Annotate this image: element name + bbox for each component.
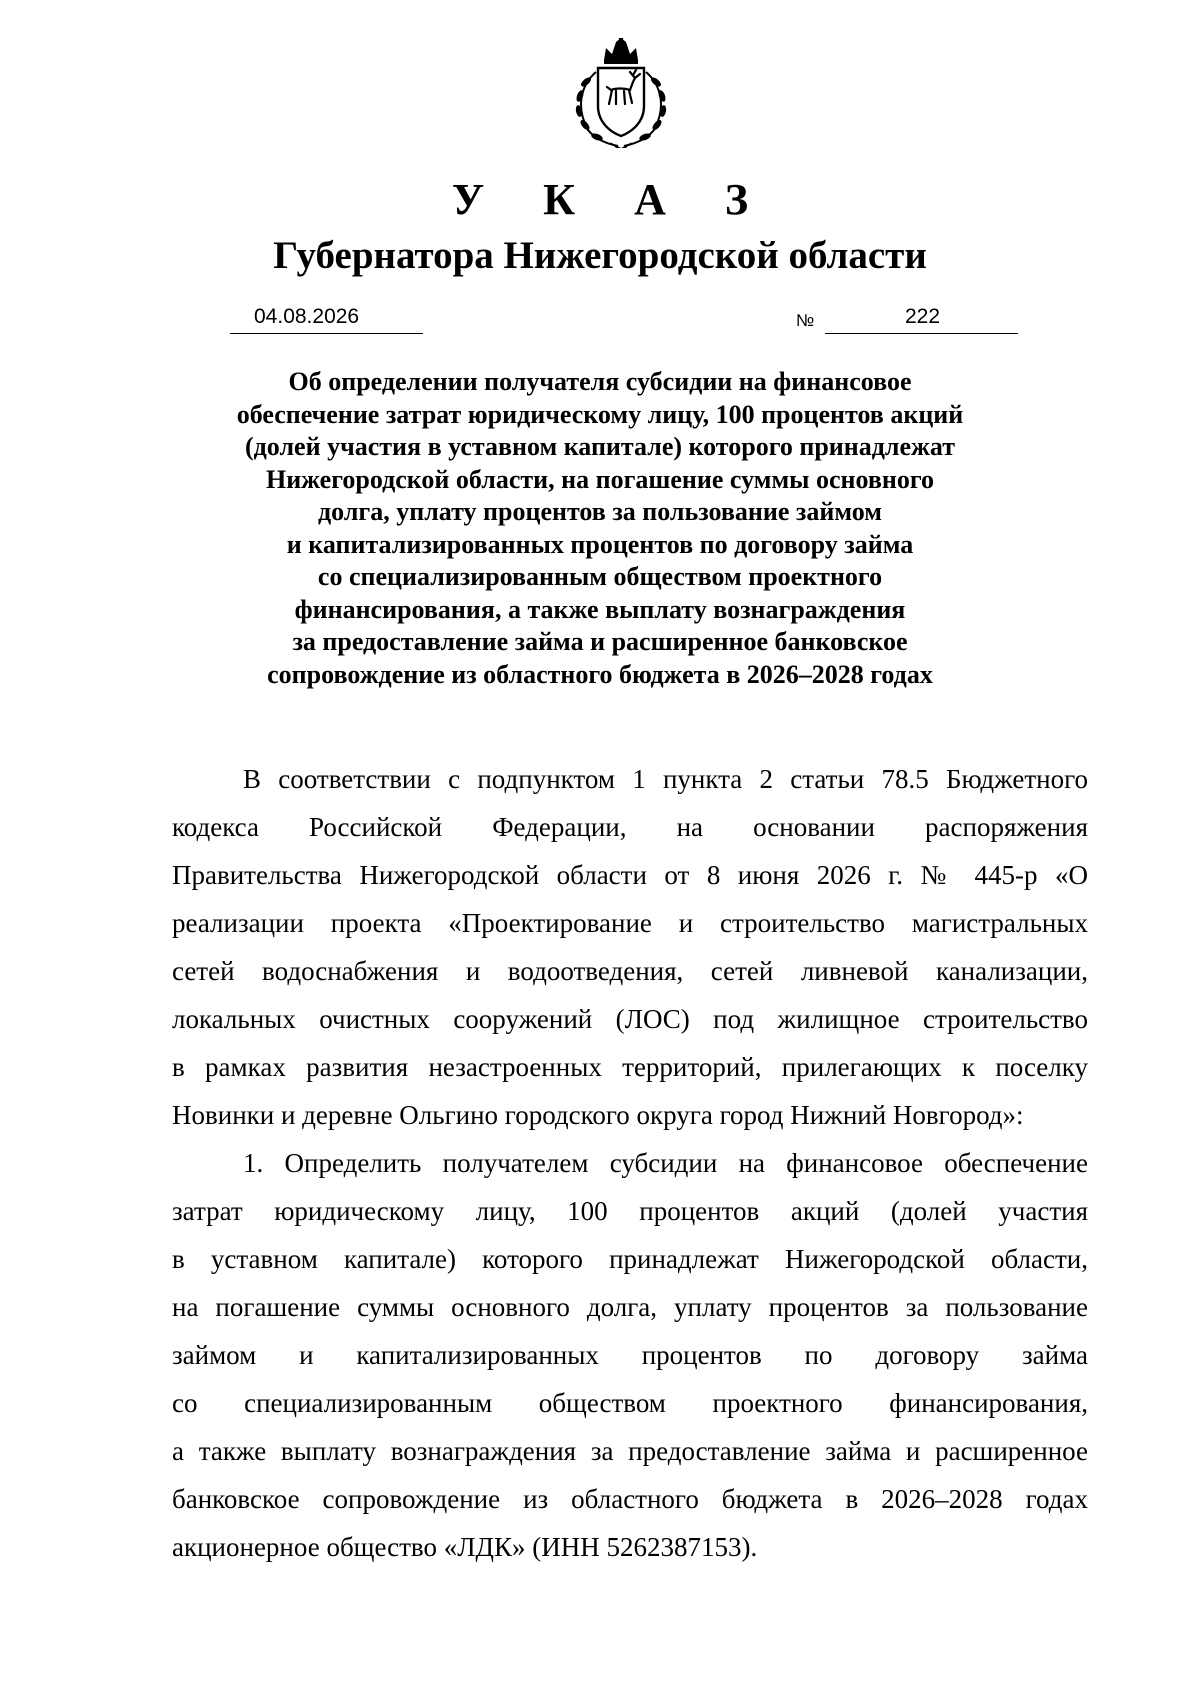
heading-line: Об определении получателя субсидии на финансовое	[288, 367, 912, 396]
body-line: банковское сопровождение из областного бюджета в 2026–2028 годах	[172, 1484, 1088, 1514]
heading-line: обеспечение затрат юридическому лицу, 100 процентов акций	[236, 399, 964, 429]
heading-line: (долей участия в уставном капитале) которого принадлежат	[245, 432, 955, 461]
decree-number: 222	[905, 305, 941, 328]
body-line: а также выплату вознаграждения за предоставление займа и расширенное	[172, 1436, 1088, 1466]
decree-date: 04.08.2026	[254, 305, 360, 328]
decree-number-field	[825, 303, 1018, 334]
body-line: реализации проекта «Проектирование и строительство магистральных	[172, 908, 1088, 938]
body-line: в уставном капитале) которого принадлежат Нижегородской области,	[172, 1244, 1088, 1274]
heading-line: со специализированным обществом проектного	[317, 562, 883, 591]
heading-line: и капитализированных процентов по договору займа	[286, 529, 914, 559]
body-line: со специализированным обществом проектного финансирования,	[172, 1388, 1088, 1418]
body-line: на погашение суммы основного долга, уплату процентов за пользование	[172, 1292, 1088, 1322]
body-line: локальных очистных сооружений (ЛОС) под жилищное строительство	[172, 1004, 1088, 1034]
preamble-paragraph	[172, 755, 1088, 1139]
heading-line: долга, уплату процентов за пользование займом	[318, 497, 882, 526]
body-line: 1. Определить получателем субсидии на финансовое обеспечение	[243, 1148, 1088, 1178]
heading-line: сопровождение из областного бюджета в 2026–2028 годах	[267, 659, 933, 689]
body-line: кодекса Российской Федерации, на основании распоряжения	[172, 812, 1088, 842]
body-line: в рамках развития незастроенных территорий, прилегающих к поселку	[172, 1052, 1088, 1082]
body-line: Новинки и деревне Ольгино городского округа город Нижний Новгород»:	[172, 1100, 1024, 1130]
body-line: В соответствии с подпунктом 1 пункта 2 статьи 78.5 Бюджетного	[243, 764, 1088, 794]
body-line: займом и капитализированных процентов по договору займа	[172, 1340, 1088, 1370]
body-line: затрат юридическому лицу, 100 процентов акций (долей участия	[172, 1196, 1088, 1226]
heading-line: Нижегородской области, на погашение суммы основного	[265, 464, 935, 494]
decree-heading	[180, 366, 1020, 691]
clause-1-paragraph	[172, 1139, 1088, 1571]
body-line: Правительства Нижегородской области от 8 июня 2026 г. № 445-р «О	[172, 860, 1088, 890]
decree-title: У К А З	[451, 175, 773, 224]
decree-issuer: Губернатора Нижегородской области	[273, 234, 927, 277]
heading-line: финансирования, а также выплату вознаграждения	[294, 594, 906, 624]
body-line: акционерное общество «ЛДК» (ИНН 5262387153).	[172, 1532, 758, 1562]
number-sign: №	[796, 311, 815, 330]
coat-of-arms-icon	[566, 38, 676, 150]
body-line: сетей водоснабжения и водоотведения, сетей ливневой канализации,	[172, 956, 1088, 986]
decree-body	[172, 755, 1088, 1571]
decree-date-field	[230, 303, 423, 334]
heading-line: за предоставление займа и расширенное банковское	[292, 627, 908, 656]
